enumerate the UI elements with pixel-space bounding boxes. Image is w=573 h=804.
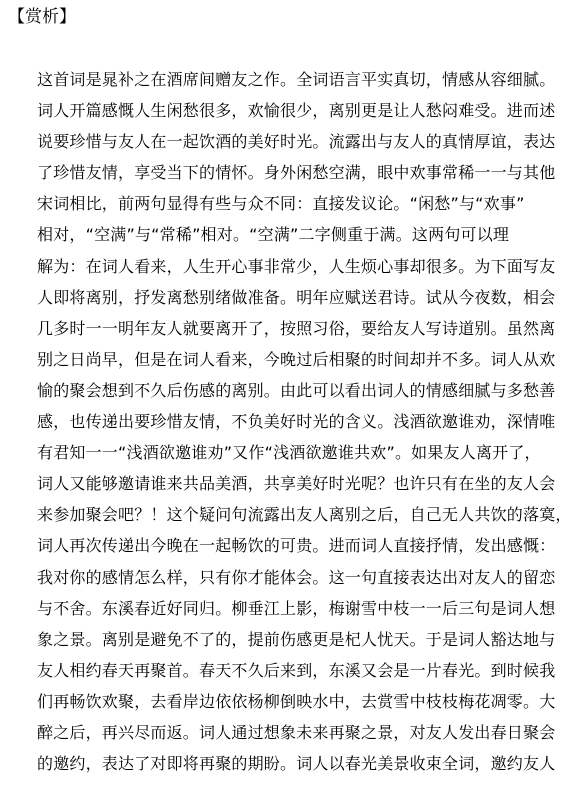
text-line: 词人再次传递出今晚在一起畅饮的可贵。进而词人直接抒情，发出感慨：: [37, 536, 556, 556]
section-heading: 【赏析】: [8, 7, 76, 27]
text-line: 人即将离别，抒发离愁别绪做准备。明年应赋送君诗。试从今夜数，相会: [37, 287, 556, 307]
text-line: 与不舍。东溪春近好同归。柳垂江上影，梅谢雪中枝一一后三句是词人想: [37, 598, 556, 618]
text-line: 说要珍惜与友人在一起饮酒的美好时光。流露出与友人的真情厚谊，表达: [37, 132, 556, 152]
text-line: 友人相约春天再聚首。春天不久后来到，东溪又会是一片春光。到时候我: [37, 660, 556, 680]
text-line: 的邀约，表达了对即将再聚的期盼。词人以春光美景收束全词，邀约友人: [37, 754, 556, 774]
text-line: 几多时一一明年友人就要离开了，按照习俗，要给友人写诗道别。虽然离: [37, 318, 556, 338]
text-line: 们再畅饮欢聚，去看岸边依依杨柳倒映水中，去赏雪中枝枝梅花凋零。大: [37, 691, 556, 711]
text-line: 有君知一一“浅酒欲邀谁劝”又作“浅酒欲邀谁共欢”。如果友人离开了，: [37, 443, 541, 463]
text-line: 相对，“空满”与“常稀”相对。“空满”二字侧重于满。这两句可以理: [37, 225, 510, 245]
text-line: 词人又能够邀请谁来共品美酒，共享美好时光呢？也许只有在坐的友人会: [37, 474, 556, 494]
text-line: 了珍惜友情，享受当下的情怀。身外闲愁空满，眼中欢事常稀一一与其他: [37, 163, 556, 183]
text-line: 感，也传递出要珍惜友情，不负美好时光的含义。浅酒欲邀谁劝，深情唯: [37, 412, 556, 432]
text-line: 醉之后，再兴尽而返。词人通过想象未来再聚之景，对友人发出春日聚会: [37, 722, 556, 742]
text-line: 我对你的感情怎么样，只有你才能体会。这一句直接表达出对友人的留恋: [37, 567, 556, 587]
text-line: 解为：在词人看来，人生开心事非常少，人生烦心事却很多。为下面写友: [37, 256, 556, 276]
text-line: 这首词是晁补之在酒席间赠友之作。全词语言平实真切，情感从容细腻。: [37, 70, 556, 89]
analysis-body: [37, 64, 572, 779]
text-line: 象之景。离别是避免不了的，提前伤感更是杞人忧天。于是词人豁达地与: [37, 629, 556, 649]
text-line: 词人开篇感慨人生闲愁很多，欢愉很少，离别更是让人愁闷难受。进而述: [37, 101, 556, 121]
text-line: 宋词相比，前两句显得有些与众不同：直接发议论。“闲愁”与“欢事”: [37, 194, 525, 214]
text-line: 别之日尚早，但是在词人看来，今晚过后相聚的时间却并不多。词人从欢: [37, 349, 556, 369]
text-line: 愉的聚会想到不久后伤感的离别。由此可以看出词人的情感细腻与多愁善: [37, 380, 556, 400]
text-line: 来参加聚会吧？！这个疑问句流露出友人离别之后，自己无人共饮的落寞，: [37, 505, 572, 525]
